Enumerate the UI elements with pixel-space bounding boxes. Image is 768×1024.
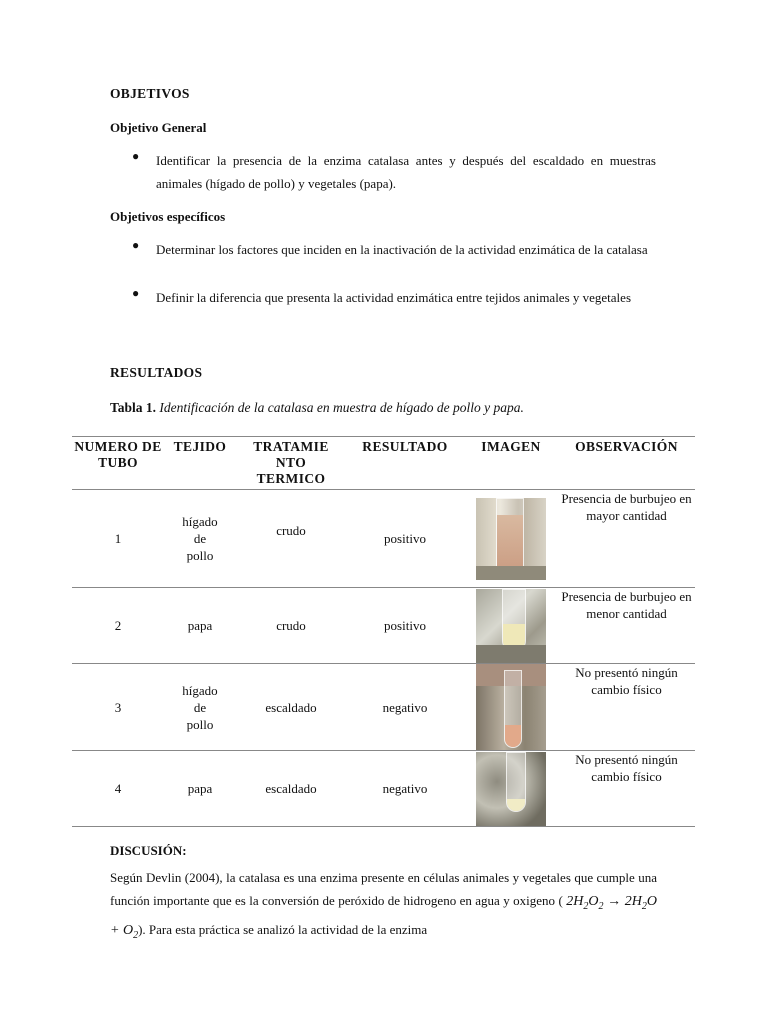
bullet-icon: ●: [132, 286, 140, 300]
cell-tejido: hígado de pollo: [164, 490, 236, 588]
tube-photo-1: [476, 498, 546, 580]
cell-resultado: positivo: [346, 588, 464, 664]
cell-numero: 4: [72, 751, 164, 827]
cell-numero: 1: [72, 490, 164, 588]
column-header-tratamiento: TRATAMIE NTO TERMICO: [236, 437, 346, 490]
objetivo-general-heading: Objetivo General: [110, 120, 207, 135]
objetivo-general-text: Identificar la presencia de la enzima catalasa antes y después del escaldado en muestras animales (hígado de pollo) y vegetales (papa).: [156, 153, 656, 191]
cell-observacion: No presentó ningún cambio físico: [558, 751, 695, 827]
tube-photo-2: [476, 589, 546, 663]
cell-imagen: [464, 664, 558, 751]
discusion-text-after: ). Para esta práctica se analizó la actividad de la enzima: [138, 921, 428, 937]
table-caption-text: Identificación de la catalasa en muestra de hígado de pollo y papa.: [159, 400, 524, 415]
cell-imagen: [464, 490, 558, 588]
table-header-row: [72, 437, 695, 490]
objetivos-heading: OBJETIVOS: [110, 86, 190, 101]
bullet-icon: ●: [132, 149, 140, 163]
cell-numero: 2: [72, 588, 164, 664]
cell-observacion: Presencia de burbujeo en menor cantidad: [558, 588, 695, 664]
cell-tejido: hígado de pollo: [164, 664, 236, 751]
cell-observacion: Presencia de burbujeo en mayor cantidad: [558, 490, 695, 588]
cell-tratamiento: escaldado: [236, 664, 346, 751]
cell-resultado: positivo: [346, 490, 464, 588]
bullet-icon: ●: [132, 238, 140, 252]
discusion-heading: DISCUSIÓN:: [110, 843, 187, 858]
table-row: [72, 664, 695, 751]
cell-tejido: papa: [164, 751, 236, 827]
cell-tratamiento: crudo: [236, 588, 346, 664]
cell-numero: 3: [72, 664, 164, 751]
resultados-heading: RESULTADOS: [110, 365, 203, 380]
cell-tratamiento: escaldado: [236, 751, 346, 827]
discusion-paragraph: [110, 866, 657, 947]
results-table: [72, 436, 695, 827]
column-header-numero: NUMERO DE TUBO: [72, 437, 164, 490]
table-row: [72, 751, 695, 827]
column-header-imagen: IMAGEN: [464, 437, 558, 490]
cell-observacion: No presentó ningún cambio físico: [558, 664, 695, 751]
objetivo-especifico-text: Definir la diferencia que presenta la actividad enzimática entre tejidos animales y vegetales: [156, 290, 632, 305]
cell-resultado: negativo: [346, 664, 464, 751]
cell-imagen: [464, 588, 558, 664]
table-row: [72, 490, 695, 588]
cell-resultado: negativo: [346, 751, 464, 827]
discusion-text-before: Según Devlin (2004), la catalasa es una enzima presente en células animales y vegetales que cumple una función importante que es la conversión de peróxido de hidrogeno en agua y oxigeno (: [110, 870, 657, 908]
cell-tejido: papa: [164, 588, 236, 664]
table-row: [72, 588, 695, 664]
table-caption: [110, 400, 524, 416]
cell-tratamiento: crudo: [236, 490, 346, 588]
column-header-tejido: TEJIDO: [164, 437, 236, 490]
reaction-formula: $2H_2O_2 \to 2H_2O + O_2$: [110, 894, 658, 941]
objetivo-especifico-text: Determinar los factores que inciden en la inactivación de la actividad enzimática de la catalasa: [156, 242, 648, 257]
table-caption-label: Tabla 1.: [110, 400, 157, 415]
cell-imagen: [464, 751, 558, 827]
tube-photo-3: [476, 664, 546, 750]
column-header-observacion: OBSERVACIÓN: [558, 437, 695, 490]
objetivos-especificos-heading: Objetivos específicos: [110, 209, 226, 224]
column-header-resultado: RESULTADO: [346, 437, 464, 490]
tube-photo-4: [476, 752, 546, 826]
